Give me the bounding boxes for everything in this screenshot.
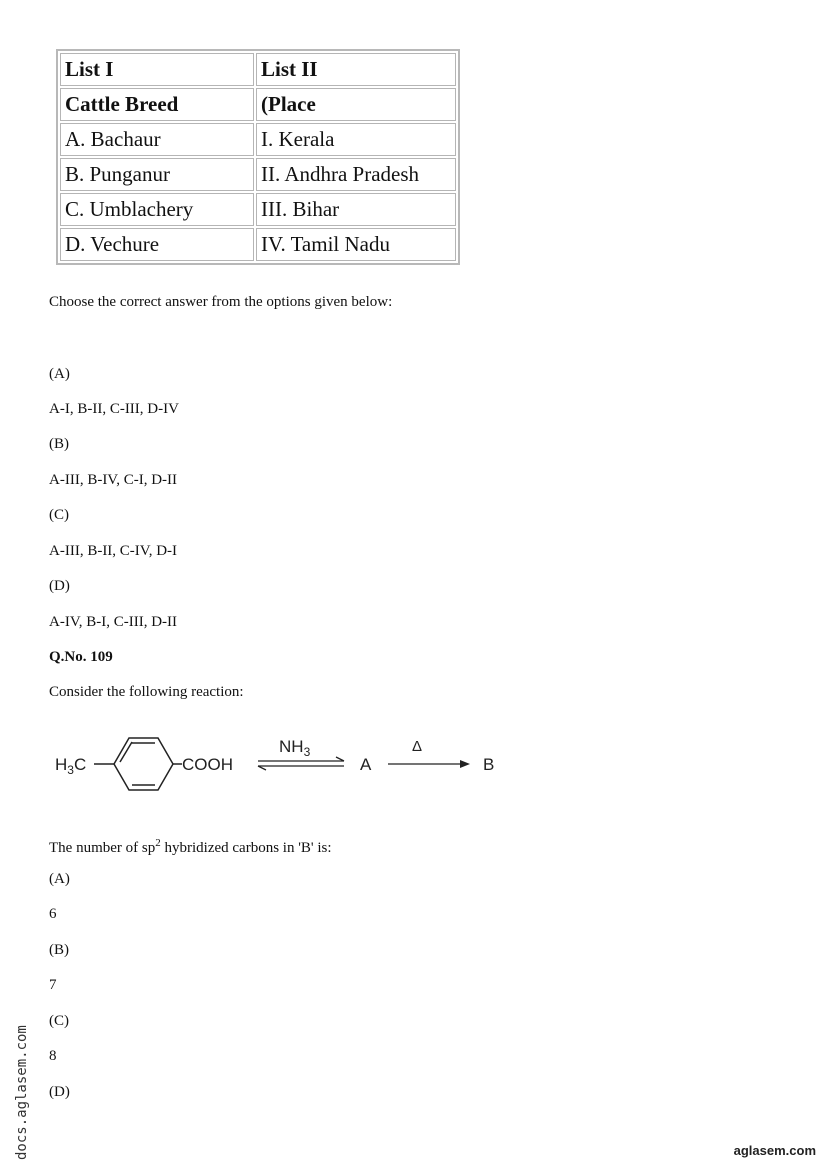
- option-label: (B): [49, 942, 69, 958]
- table-cell: A. Bachaur: [60, 123, 254, 156]
- option-label: (D): [49, 1084, 70, 1100]
- table-row: [60, 158, 456, 191]
- option-text: A-IV, B-I, C-III, D-II: [49, 614, 178, 630]
- table-cell: C. Umblachery: [60, 193, 254, 226]
- table-cell: (Place: [256, 88, 456, 121]
- watermark: docs.aglasem.com: [14, 1025, 30, 1160]
- brand-logo: aglasem.com: [733, 1143, 816, 1158]
- q108-prompt: Choose the correct answer from the options given below:: [49, 294, 393, 310]
- option-label: (B): [49, 436, 69, 452]
- question-text: hybridized carbons in 'B' is:: [160, 840, 332, 856]
- match-table: [56, 49, 460, 265]
- table-cell: III. Bihar: [256, 193, 456, 226]
- table-cell: List I: [60, 53, 254, 86]
- q109-prompt: Consider the following reaction:: [49, 684, 244, 700]
- option-text: A-III, B-II, C-IV, D-I: [49, 543, 178, 559]
- option-label: (C): [49, 507, 69, 523]
- option-label: (D): [49, 578, 70, 594]
- question-text: The number of sp: [49, 840, 156, 856]
- table-cell: Cattle Breed: [60, 88, 254, 121]
- option-text: 7: [49, 977, 57, 993]
- option-text: 6: [49, 906, 57, 922]
- table-cell: B. Punganur: [60, 158, 254, 191]
- option-text: A-I, B-II, C-III, D-IV: [49, 401, 179, 417]
- table-cell: I. Kerala: [256, 123, 456, 156]
- reaction-diagram: [50, 725, 510, 805]
- intermediate-a-label: A: [360, 755, 372, 774]
- option-label: (A): [49, 871, 70, 887]
- table-row: [60, 228, 456, 261]
- equilibrium-arrow-icon: [258, 757, 344, 770]
- reaction-arrow-icon: [388, 760, 470, 768]
- table-header-row: [60, 53, 456, 86]
- product-b-label: B: [483, 755, 495, 774]
- option-label: (C): [49, 1013, 69, 1029]
- table-row: [60, 123, 456, 156]
- q109-question: [49, 834, 332, 857]
- option-text: A-III, B-IV, C-I, D-II: [49, 472, 178, 488]
- table-cell: II. Andhra Pradesh: [256, 158, 456, 191]
- option-text: 8: [49, 1048, 57, 1064]
- superscript: 2: [155, 837, 161, 849]
- reactant-cooh-label: COOH: [182, 755, 233, 774]
- table-cell: IV. Tamil Nadu: [256, 228, 456, 261]
- reagent-nh3-label: $NH_3$: [279, 737, 311, 759]
- table-cell: D. Vechure: [60, 228, 254, 261]
- option-label: (A): [49, 366, 70, 382]
- heat-delta-label: Δ: [412, 738, 423, 755]
- benzene-ring-icon: [114, 738, 173, 790]
- table-header-row: [60, 88, 456, 121]
- table-cell: List II: [256, 53, 456, 86]
- question-number: Q.No. 109: [49, 649, 113, 665]
- reactant-h3c-label: $H_3C$: [55, 755, 87, 777]
- table-row: [60, 193, 456, 226]
